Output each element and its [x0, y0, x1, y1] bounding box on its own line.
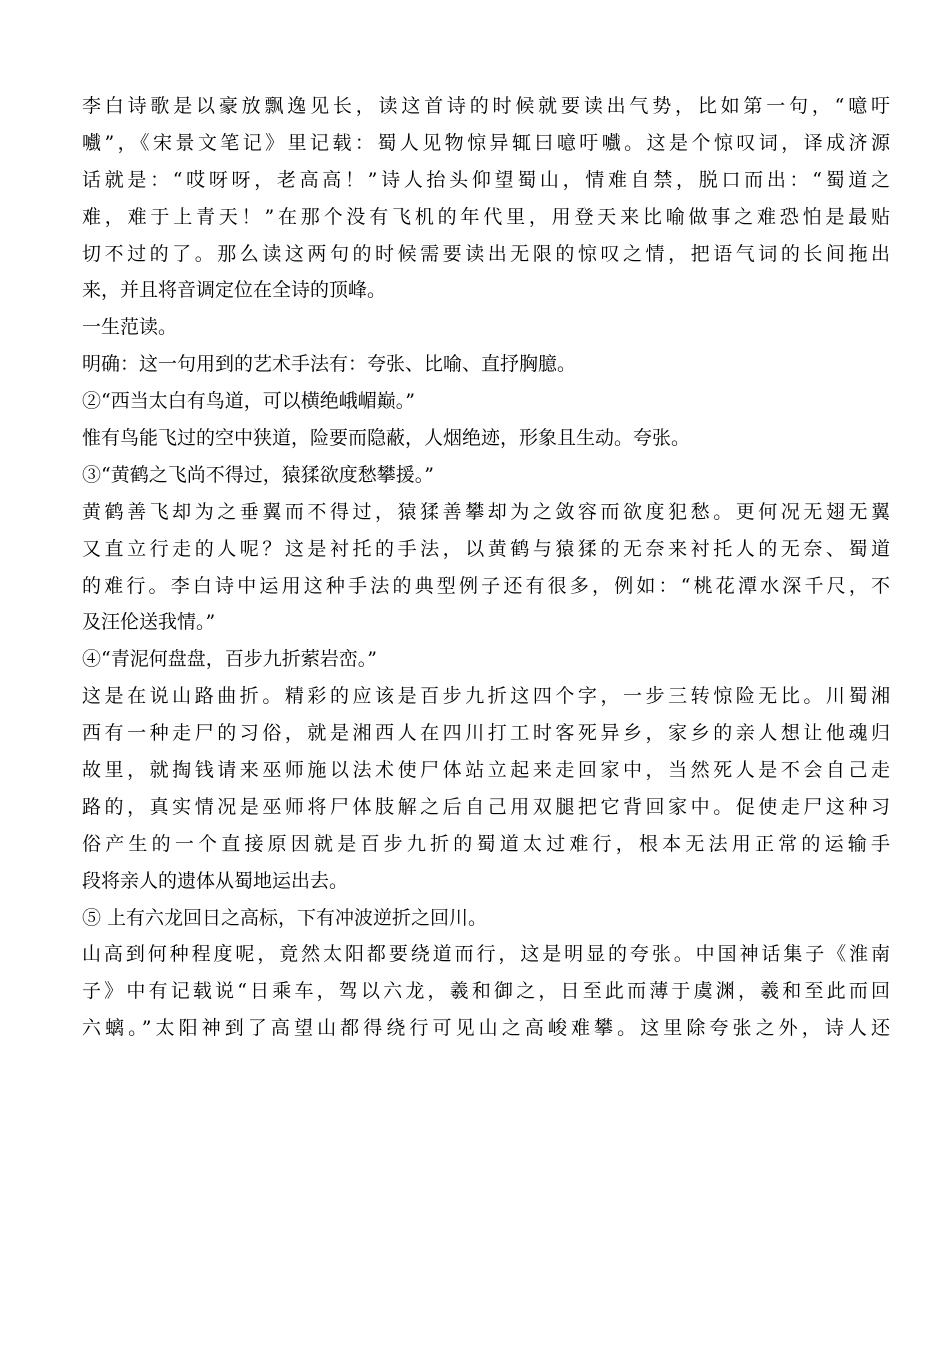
- text-line: 山高到何种程度呢，竟然太阳都要绕道而行，这是明显的夸张。中国神话集子《淮南: [82, 943, 890, 966]
- text-line: ⑤ 上有六龙回日之高标，下有冲波逆折之回川。: [82, 906, 488, 929]
- document-body: [82, 88, 890, 1047]
- text-line: 黄鹤善飞却为之垂翼而不得过，猿猱善攀却为之敛容而欲度犯愁。更何况无翅无翼: [82, 500, 890, 523]
- text-line: 又直立行走的人呢？这是衬托的手法，以黄鹤与猿猱的无奈来衬托人的无奈、蜀道: [82, 537, 890, 560]
- text-line: 这是在说山路曲折。精彩的应该是百步九折这四个字，一步三转惊险无比。川蜀湘: [82, 685, 890, 708]
- text-line: 及汪伦送我情。”: [82, 611, 216, 634]
- text-line: 李白诗歌是以豪放飘逸见长，读这首诗的时候就要读出气势，比如第一句，“噫吁: [82, 95, 890, 117]
- text-line: ④“青泥何盘盘，百步九折萦岩峦。”: [82, 648, 377, 671]
- text-line: 惟有鸟能飞过的空中狭道，险要而隐蔽，人烟绝迹，形象且生动。夸张。: [82, 427, 691, 450]
- text-line: 子》中有记载说“日乘车，驾以六龙，羲和御之，日至此而薄于虞渊，羲和至此而回: [82, 980, 890, 1003]
- text-line: 嚱”，《宋景文笔记》里记载：蜀人见物惊异辄曰噫吁嚱。这是个惊叹词，译成济源: [82, 131, 890, 154]
- text-line: 的难行。李白诗中运用这种手法的典型例子还有很多，例如：“桃花潭水深千尺，不: [82, 574, 890, 597]
- text-line: 切不过的了。那么读这两句的时候需要读出无限的惊叹之情，把语气词的长间拖出: [82, 242, 890, 265]
- text-line: 明确：这一句用到的艺术手法有：夸张、比喻、直抒胸臆。: [82, 353, 577, 376]
- text-line: 一生范读。: [82, 316, 178, 339]
- text-line: 路的，真实情况是巫师将尸体肢解之后自己用双腿把它背回家中。促使走尸这种习: [82, 795, 890, 818]
- text-line: 段将亲人的遗体从蜀地运出去。: [82, 869, 349, 892]
- text-line: ②“西当太白有鸟道，可以横绝峨嵋巅。”: [82, 390, 415, 413]
- text-line: 来，并且将音调定位在全诗的顶峰。: [82, 279, 387, 302]
- text-line: 六螭。”太阳神到了高望山都得绕行可见山之高峻难攀。这里除夸张之外，诗人还: [82, 1017, 890, 1040]
- text-line: 话就是：“哎呀呀，老高高！”诗人抬头仰望蜀山，情难自禁，脱口而出：“蜀道之: [82, 168, 890, 191]
- text-line: 难，难于上青天！”在那个没有飞机的年代里，用登天来比喻做事之难恐怕是最贴: [82, 205, 890, 228]
- text-line: 西有一种走尸的习俗，就是湘西人在四川打工时客死异乡，家乡的亲人想让他魂归: [82, 722, 890, 745]
- text-line: ③“黄鹤之飞尚不得过，猿猱欲度愁攀援。”: [82, 463, 434, 486]
- text-line: 故里，就掏钱请来巫师施以法术使尸体站立起来走回家中，当然死人是不会自己走: [82, 759, 890, 782]
- text-line: 俗产生的一个直接原因就是百步九折的蜀道太过难行，根本无法用正常的运输手: [82, 832, 890, 855]
